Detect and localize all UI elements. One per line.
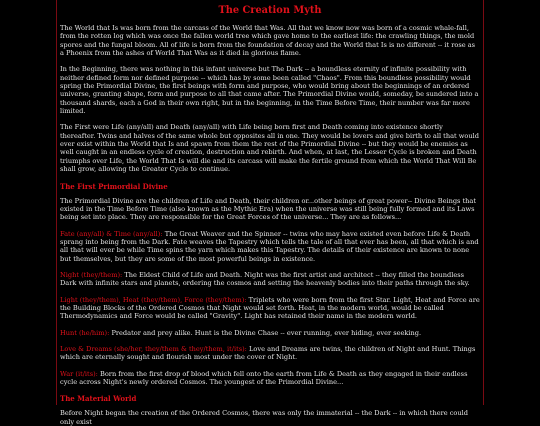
entry-text: The Eldest Child of Life and Death. Night was the first artist and architect -- they filled the boundless Dark with infinite stars and planets, ordering the cosmos and setting the heavenly bodies into their paths through the sky. [60, 270, 470, 288]
entry-war [60, 370, 480, 387]
entry-text: The Great Weaver and the Spinner -- twins who may have existed even before Life & Death sprang into being from the Dark. Fate weaves the Tapestry which tells the tale of all that ever has been, all that which is and all that will ever be while Time spins the yarn which makes this Tapestry. The details of their existence are known to none but themselves, but they are some of the most powerful beings in existence. [60, 229, 479, 263]
entry-text: Predator and prey alike. Hunt is the Divine Chase -- ever running, ever hiding, ever seeking. [109, 328, 422, 337]
entry-name: Night (they/them): [60, 270, 123, 279]
intro-paragraph-3: The First were Life (any/all) and Death (any/all) with Life being born first and Death coming into existence shortly thereafter. Twins and halves of the same whole but opposites all in one. They would be lovers and give birth to all that would ever exist within the World that Is and spawn from them the rest of the Primordial Divine -- but they would be enemies as well caught in an endless cycle of creation, destruction and rebirth. And when, at last, the Lesser Cycle is broken and Death triumphs over Life, the World That Is will die and its carcass will make the fertile ground from which the World That Will Be shall grow, allowing the Greater Cycle to continue. [60, 123, 479, 174]
entry-light-heat-force [60, 296, 480, 321]
entry-text: Triplets who were born from the first Star. Light, Heat and Force are the Building Blocks of the Ordered Cosmos that Night would set forth. Heat, in the modern world, would be called Thermodynamics and Force would be called "Gravity". Light has retained their name in the modern world. [60, 295, 480, 321]
material-paragraph: Before Night began the creation of the Ordered Cosmos, there was only the immaterial -- the Dark -- in which there could only exist [60, 409, 468, 426]
entry-night [60, 271, 480, 288]
intro-paragraph-2: In the Beginning, there was nothing in this infant universe but The Dark -- a boundless eternity of infinite possibility with neither defined form nor defined purpose -- which has by some been called "Chaos". From this boundless possibility would spring the Primordial Divine, the first beings with form and purpose, who would bring about the beginnings of an ordered universe, granting shape, form and purpose to all that came after. The Primordial Divine would, someday, be sundered into a thousand shards, each a God in their own right, but in the beginning, in the Time Before Time, their number was far more limited. [60, 65, 479, 116]
section-heading-primordial: The First Primordial Divine [60, 181, 168, 191]
intro-paragraph-1: The World that Is was born from the carcass of the World that Was. All that we know now was born of a cosmic whale-fall, from the rotten log which was once the fallen world tree which gave home to the earliest life: the crawling things, the mold spores and the fungal bloom. All of life is born from the foundation of decay and the World that Is is no different -- it rose as a Phoenix from the ashes of World That Was as it died in glorious flame. [60, 24, 476, 58]
entry-name: Hunt (he/him): [60, 328, 110, 337]
entry-name: Fate (any/all) & Time (any/all): [60, 229, 163, 238]
page-title: The Creation Myth [218, 5, 322, 16]
section-heading-material: The Material World [60, 394, 137, 404]
entry-name: Light (they/them), Heat (they/them), Force (they/them): [60, 295, 247, 304]
content-panel [56, 0, 484, 426]
entry-hunt [60, 329, 480, 337]
entry-name: Love & Dreams (she/her, they/them & they/them, it/its): [60, 344, 247, 353]
entry-love-dreams [60, 345, 480, 362]
entry-text: Born from the first drop of blood which fell onto the earth from Life & Death as they engaged in their endless cycle across Night's newly ordered Cosmos. The youngest of the Primordial Divine... [60, 369, 468, 386]
entry-name: War (it/its): [60, 369, 98, 378]
entry-text: Love and Dreams are twins, the children of Night and Hunt. Things which are eternally sought and flourish most under the cover of Night. [60, 344, 476, 362]
primordial-intro: The Primordial Divine are the children of Life and Death, their children or...other beings of great power-- Divine Beings that existed in the Time Before Time (also known as the Mythic Era) when the universe was still being fully formed and its Laws being set into place. They are responsible for the Great Forces of the universe... They are as follows... [60, 196, 477, 222]
entry-fate-time [60, 230, 480, 263]
